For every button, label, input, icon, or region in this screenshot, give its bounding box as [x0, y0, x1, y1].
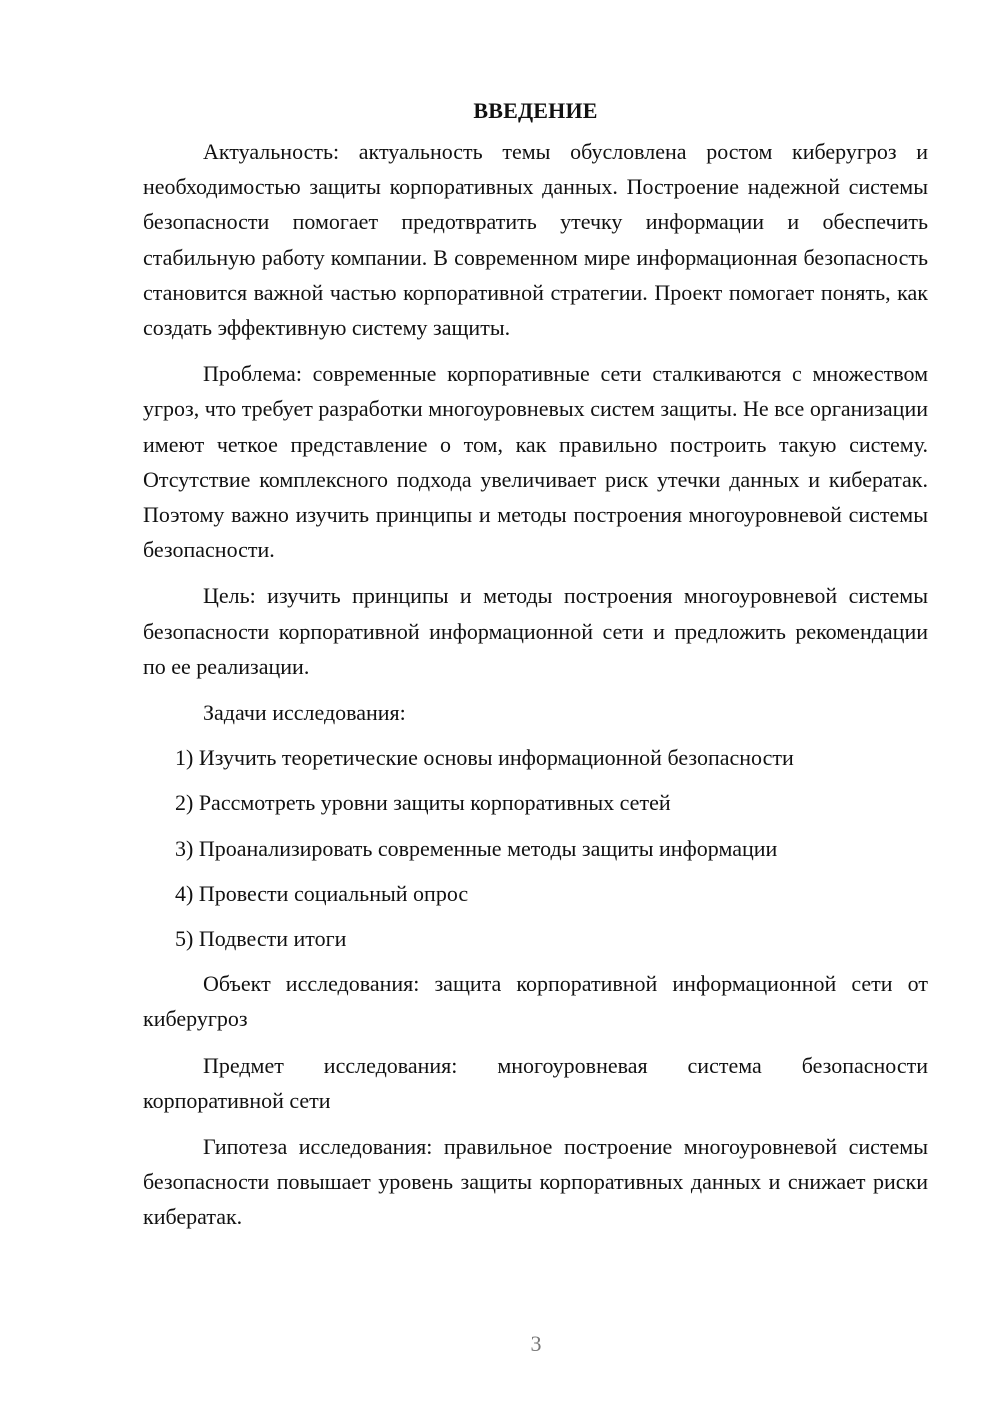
paragraph-problem: Проблема: современные корпоративные сети сталкиваются с множеством угроз, что требует разработки многоуровневых систем защиты. Не все организации имеют четкое представление о том, как правильно построить такую систему. Отсутствие комплексного подхода увеличивает риск утечки данных и кибератак. Поэтому важно изучить принципы и методы построения многоуровневой системы безопасности.	[143, 361, 928, 563]
task-item-1: 1) Изучить теоретические основы информационной безопасности	[175, 745, 794, 771]
paragraph-goal: Цель: изучить принципы и методы построения многоуровневой системы безопасности корпоративной информационной сети и предложить рекомендации по ее реализации.	[143, 583, 928, 679]
paragraph-object: Объект исследования: защита корпоративной информационной сети от киберугроз	[143, 971, 928, 1032]
task-item-5: 5) Подвести итоги	[175, 926, 347, 952]
task-item-4: 4) Провести социальный опрос	[175, 880, 469, 906]
page-number: 3	[530, 1331, 542, 1356]
document-page	[143, 93, 928, 1235]
tasks-heading: Задачи исследования:	[203, 700, 406, 726]
task-item-3: 3) Проанализировать современные методы защиты информации	[175, 835, 778, 861]
task-item-2: 2) Рассмотреть уровни защиты корпоративных сетей	[175, 790, 671, 816]
paragraph-subject: Предмет исследования: многоуровневая система безопасности корпоративной сети	[143, 1052, 928, 1113]
task-list	[143, 740, 928, 956]
paragraph-hypothesis: Гипотеза исследования: правильное построение многоуровневой системы безопасности повышает уровень защиты корпоративных данных и снижает риски кибератак.	[143, 1134, 928, 1230]
page-title: ВВЕДЕНИЕ	[473, 98, 598, 123]
paragraph-relevance: Актуальность: актуальность темы обусловлена ростом киберугроз и необходимостью защиты корпоративных данных. Построение надежной системы безопасности помогает предотвратить утечку информации и обеспечить стабильную работу компании. В современном мире информационная безопасность становится важной частью корпоративной стратегии. Проект помогает понять, как создать эффективную систему защиты.	[143, 139, 928, 341]
